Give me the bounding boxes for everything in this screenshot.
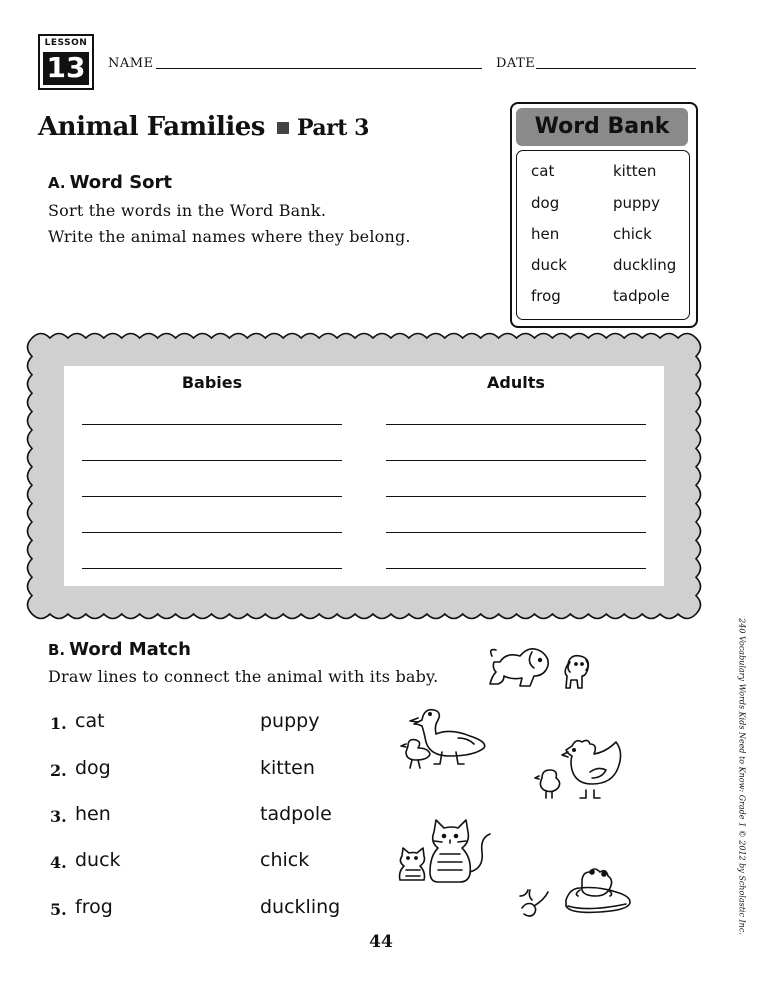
section-b-title: Word Match <box>69 639 191 660</box>
babies-answer-line[interactable] <box>82 532 342 533</box>
word-bank-word: frog <box>531 287 561 305</box>
word-bank-word: hen <box>531 225 560 243</box>
match-animal[interactable]: hen <box>75 803 111 825</box>
adults-answer-line[interactable] <box>386 496 646 497</box>
section-a-letter: A. <box>48 174 66 192</box>
match-animal[interactable]: duck <box>75 849 121 871</box>
adults-answer-line[interactable] <box>386 424 646 425</box>
match-baby[interactable]: tadpole <box>260 803 332 825</box>
word-bank-word: duck <box>531 256 567 274</box>
frog-and-tadpole-illustration <box>516 860 634 924</box>
word-bank-word: duckling <box>613 256 677 274</box>
hen-and-chick-illustration <box>534 736 630 802</box>
copyright-text: 240 Vocabulary Words Kids Need to Know: Grade 1 © 2012 by Scholastic Inc. <box>737 618 747 935</box>
babies-heading: Babies <box>181 373 243 392</box>
match-animal[interactable]: dog <box>75 757 111 779</box>
babies-answer-line[interactable] <box>82 568 342 569</box>
word-bank-word: puppy <box>613 194 660 212</box>
babies-answer-line[interactable] <box>82 496 342 497</box>
dog-and-puppy-illustration <box>486 640 598 696</box>
babies-answer-line[interactable] <box>82 424 342 425</box>
match-number: 2. <box>50 761 67 780</box>
match-baby[interactable]: chick <box>260 849 310 871</box>
match-number: 1. <box>50 714 67 733</box>
sort-table <box>64 366 664 586</box>
section-a-line1: Sort the words in the Word Bank. <box>48 201 327 220</box>
adults-heading: Adults <box>487 373 545 392</box>
match-baby[interactable]: kitten <box>260 757 315 779</box>
page-number: 44 <box>369 932 393 952</box>
match-baby[interactable]: puppy <box>260 710 320 732</box>
name-label: NAME <box>108 56 154 71</box>
adults-answer-line[interactable] <box>386 532 646 533</box>
adults-answer-line[interactable] <box>386 460 646 461</box>
date-label: DATE <box>496 56 536 71</box>
word-bank-word: tadpole <box>613 287 670 305</box>
lesson-label: LESSON <box>44 38 88 48</box>
word-bank-title: Word Bank <box>516 108 688 146</box>
match-animal[interactable]: cat <box>75 710 105 732</box>
title-main: Animal Families <box>38 112 265 142</box>
section-b-instruction: Draw lines to connect the animal with its baby. <box>48 667 439 686</box>
section-b-heading <box>48 639 191 660</box>
match-baby[interactable]: duckling <box>260 896 341 918</box>
babies-answer-line[interactable] <box>82 460 342 461</box>
word-bank-word: cat <box>531 162 555 180</box>
match-number: 4. <box>50 853 67 872</box>
word-bank-word: kitten <box>613 162 657 180</box>
cat-and-kitten-illustration <box>398 814 494 886</box>
word-bank-word: dog <box>531 194 560 212</box>
copyright-credit <box>732 600 746 960</box>
match-animal[interactable]: frog <box>75 896 113 918</box>
section-a-title: Word Sort <box>69 172 173 193</box>
title-part: Part 3 <box>296 115 369 141</box>
match-number: 5. <box>50 900 67 919</box>
word-bank-word: chick <box>613 225 652 243</box>
match-number: 3. <box>50 807 67 826</box>
adults-answer-line[interactable] <box>386 568 646 569</box>
section-b-letter: B. <box>48 641 66 659</box>
section-a-line2: Write the animal names where they belong. <box>48 227 411 246</box>
lesson-number: 13 <box>43 52 89 85</box>
duck-and-duckling-illustration <box>398 702 494 772</box>
